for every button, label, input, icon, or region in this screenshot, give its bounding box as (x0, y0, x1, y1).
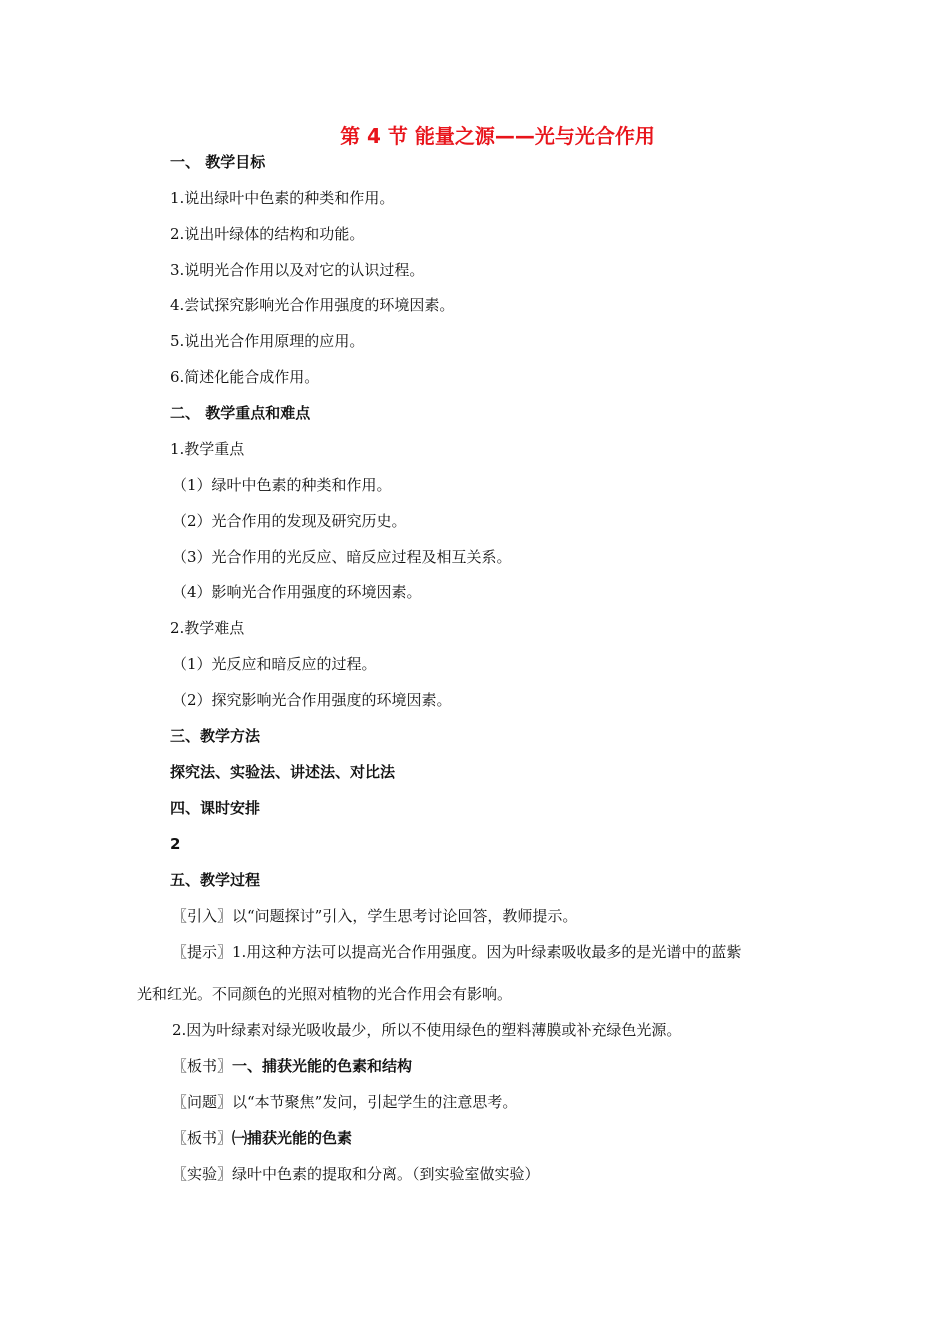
objective-item: 6.简述化能合成作用。 (170, 368, 320, 386)
section-heading-key-points: 二、 教学重点和难点 (170, 404, 311, 422)
objective-item: 1.说出绿叶中色素的种类和作用。 (170, 189, 395, 207)
key-point-item: （1）绿叶中色素的种类和作用。 (172, 476, 392, 494)
key-point-item: （2）光合作用的发现及研究历史。 (172, 512, 407, 530)
difficulty-item: （1）光反应和暗反应的过程。 (172, 655, 377, 673)
board-text: ㈠捕获光能的色素 (232, 1129, 353, 1147)
board-text: 一、捕获光能的色素和结构 (232, 1057, 413, 1075)
section-heading-objectives: 一、 教学目标 (170, 153, 266, 171)
page-title: 第 4 节 能量之源——光与光合作用 (340, 124, 655, 148)
hint-paragraph-line1: 〖提示〗1.用这种方法可以提高光合作用强度。因为叶绿素吸收最多的是光谱中的蓝紫 (172, 943, 742, 961)
difficulty-item: （2）探究影响光合作用强度的环境因素。 (172, 691, 452, 709)
section-heading-process: 五、教学过程 (170, 871, 261, 889)
methods-text: 探究法、实验法、讲述法、对比法 (170, 763, 396, 781)
experiment-paragraph: 〖实验〗绿叶中色素的提取和分离。（到实验室做实验） (172, 1165, 540, 1183)
objective-item: 5.说出光合作用原理的应用。 (170, 332, 365, 350)
section-heading-schedule: 四、课时安排 (170, 799, 261, 817)
objective-item: 2.说出叶绿体的结构和功能。 (170, 225, 365, 243)
objective-item: 3.说明光合作用以及对它的认识过程。 (170, 261, 425, 279)
hint-paragraph-line2: 光和红光。不同颜色的光照对植物的光合作用会有影响。 (137, 985, 513, 1003)
board-tag: 〖板书〗 (172, 1057, 233, 1075)
schedule-value: 2 (170, 835, 181, 853)
hint-paragraph-2: 2.因为叶绿素对绿光吸收最少，所以不使用绿色的塑料薄膜或补充绿色光源。 (172, 1021, 682, 1039)
objective-item: 4.尝试探究影响光合作用强度的环境因素。 (170, 296, 455, 314)
key-point-item: （3）光合作用的光反应、暗反应过程及相互关系。 (172, 548, 512, 566)
section-heading-methods: 三、教学方法 (170, 727, 261, 745)
key-point-item: （4）影响光合作用强度的环境因素。 (172, 583, 422, 601)
key-points-label: 1.教学重点 (170, 440, 245, 458)
board-note-1 (172, 1056, 412, 1076)
board-note-2 (172, 1128, 352, 1148)
board-tag: 〖板书〗 (172, 1129, 233, 1147)
question-paragraph: 〖问题〗以“本节聚焦”发问，引起学生的注意思考。 (172, 1093, 518, 1111)
intro-paragraph: 〖引入〗以“问题探讨”引入，学生思考讨论回答，教师提示。 (172, 907, 578, 925)
difficulty-label: 2.教学难点 (170, 619, 245, 637)
